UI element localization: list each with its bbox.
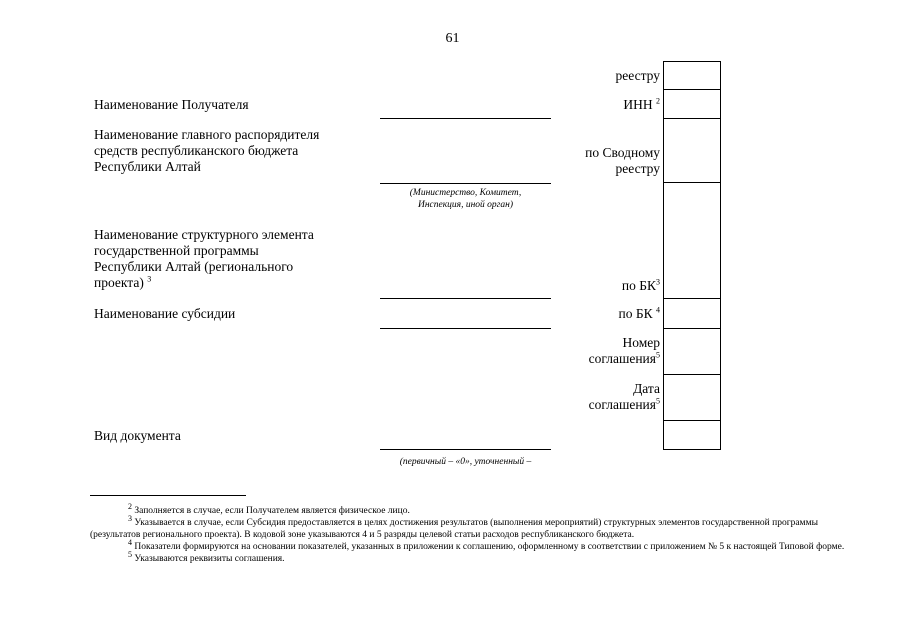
- footnote-ref-3-bk: 3: [656, 277, 660, 287]
- footnote-4: [90, 537, 865, 553]
- manager-label-line-2: средств республиканского бюджета: [94, 143, 299, 158]
- footnote-4-text: Показатели формируются на основании показателей, указанных в приложении к соглашению, оформленному в соответствии с приложением № 5 к настоящей Типовой форме.: [134, 542, 845, 552]
- manager-input-line[interactable]: [380, 183, 551, 184]
- bk-label-2: [619, 306, 660, 322]
- recipient-label: Наименование Получателя: [94, 97, 249, 112]
- code-cell-bk-1[interactable]: [663, 298, 721, 299]
- agreement-date-label: [589, 381, 660, 413]
- footnote-5: [90, 549, 865, 565]
- agreement-date-label-line-1: Дата: [633, 381, 660, 396]
- footnote-3-mark: 3: [128, 513, 132, 523]
- agreement-number-label: [589, 335, 660, 367]
- inn-label-text: ИНН: [623, 97, 653, 112]
- code-cell-agreement-date[interactable]: [663, 420, 721, 421]
- structural-element-label-line-2: государственной программы: [94, 243, 259, 258]
- footnotes: [90, 501, 865, 565]
- page-number: 61: [445, 31, 460, 46]
- summary-registry-label-line-1: по Сводному: [585, 145, 660, 160]
- structural-element-label-text-4: проекта): [94, 275, 144, 290]
- manager-hint-line-1: (Министерство, Комитет,: [409, 188, 522, 198]
- code-table-left-border: [663, 61, 664, 450]
- footnote-ref-3: 3: [147, 274, 152, 284]
- agreement-number-label-text: соглашения: [588, 351, 656, 366]
- footnote-separator: [90, 495, 246, 496]
- footnote-2-mark: 2: [128, 501, 132, 511]
- agreement-number-label-line-1: Номер: [622, 335, 660, 350]
- document-type-hint: (первичный – «0», уточненный –: [399, 457, 532, 467]
- manager-hint-line-2: Инспекция, иной орган): [417, 200, 514, 210]
- footnote-ref-5-number: 5: [656, 350, 660, 360]
- footnote-2: [90, 501, 865, 517]
- manager-label-line-3: Республики Алтай: [94, 159, 201, 174]
- manager-label: [94, 127, 319, 175]
- manager-label-line-1: Наименование главного распорядителя: [94, 127, 320, 142]
- code-cell-summary-registry[interactable]: [663, 182, 721, 183]
- code-cell-document-type[interactable]: [663, 449, 721, 450]
- structural-element-input-line[interactable]: [380, 298, 551, 299]
- code-table-right-border: [720, 61, 721, 450]
- footnote-ref-2: 2: [656, 96, 660, 106]
- bk-label-2-text: по БК: [618, 306, 653, 321]
- structural-element-label-line-3: Республики Алтай (регионального: [94, 259, 294, 274]
- agreement-date-label-text: соглашения: [588, 397, 656, 412]
- structural-element-label: [94, 227, 314, 291]
- code-cell-bk-2[interactable]: [663, 328, 721, 329]
- code-table-top-border: [663, 61, 721, 62]
- structural-element-label-line-4: [94, 275, 314, 291]
- summary-registry-label-line-2: реестру: [615, 161, 660, 176]
- summary-registry-label: [585, 145, 660, 177]
- inn-label: [623, 97, 660, 113]
- registry-label: реестру: [615, 68, 660, 83]
- agreement-date-label-line-2: [589, 397, 660, 413]
- footnote-ref-5-date: 5: [656, 396, 660, 406]
- code-cell-registry[interactable]: [663, 89, 721, 90]
- footnote-2-text: Заполняется в случае, если Получателем является физическое лицо.: [134, 506, 410, 516]
- bk-label-1: [622, 278, 660, 294]
- bk-label-1-text: по БК: [621, 278, 656, 293]
- code-cell-agreement-number[interactable]: [663, 374, 721, 375]
- footnote-3-text: Указывается в случае, если Субсидия предоставляется в целях достижения результатов (выполнения мероприятий) структурных элементов государственной программы (результатов регионального проекта). В кодовой зоне указываются 4 и 5 разряды целевой статьи расходов республиканского бюджета.: [90, 518, 818, 540]
- manager-hint: [370, 187, 561, 211]
- subsidy-label: Наименование субсидии: [94, 306, 236, 321]
- code-cell-inn[interactable]: [663, 118, 721, 119]
- footnote-3: [90, 513, 865, 541]
- structural-element-label-line-1: Наименование структурного элемента: [94, 227, 314, 242]
- subsidy-input-line[interactable]: [380, 328, 551, 329]
- footnote-ref-4: 4: [656, 305, 660, 315]
- document-type-label: Вид документа: [94, 428, 181, 443]
- agreement-number-label-line-2: [589, 351, 660, 367]
- footnote-5-mark: 5: [128, 549, 132, 559]
- recipient-input-line[interactable]: [380, 118, 551, 119]
- footnote-4-mark: 4: [128, 537, 132, 547]
- footnote-5-text: Указываются реквизиты соглашения.: [134, 554, 285, 564]
- document-type-input-line[interactable]: [380, 449, 551, 450]
